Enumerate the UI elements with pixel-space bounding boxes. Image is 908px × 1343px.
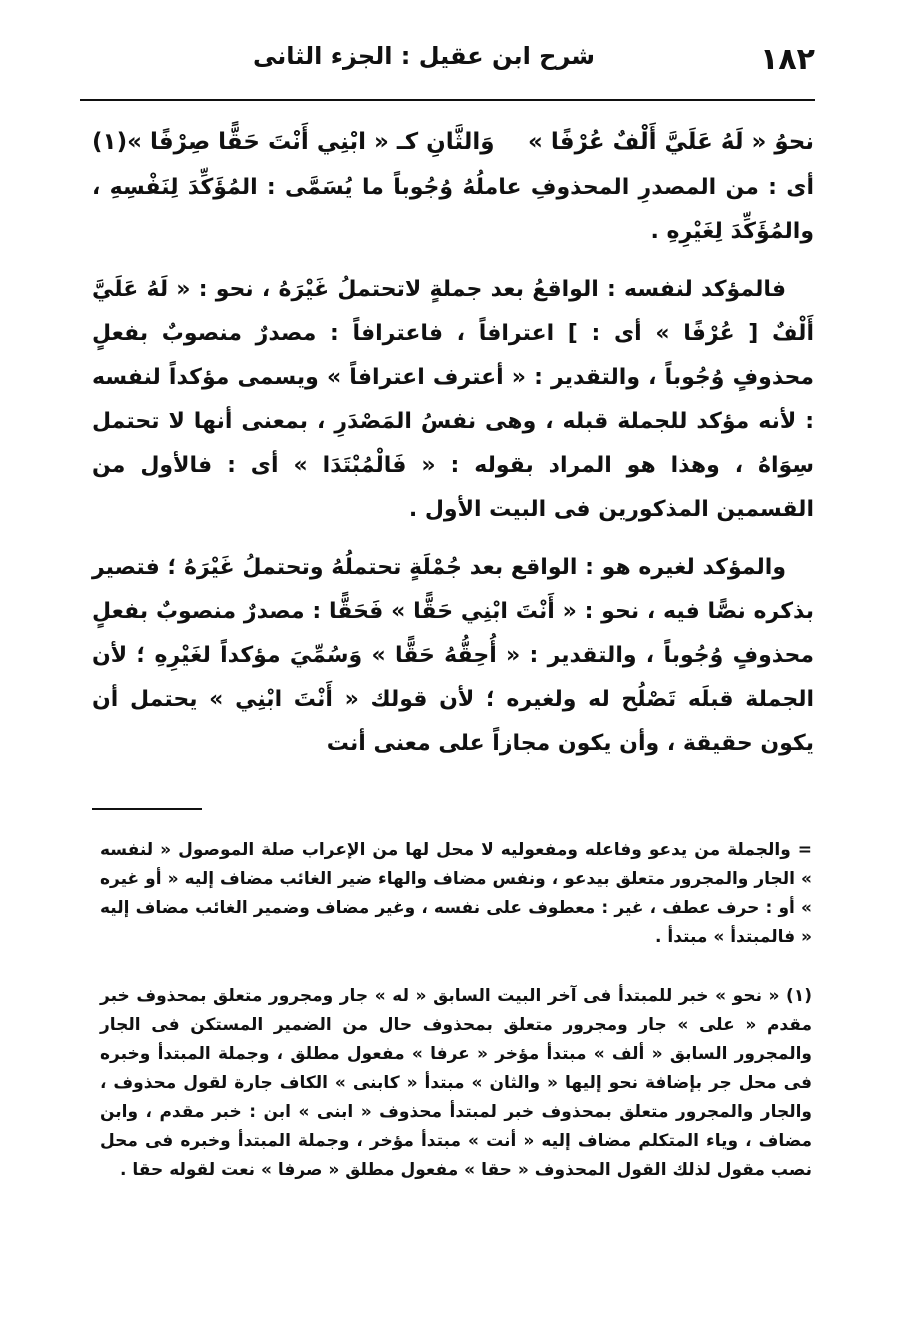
verse-hemistich-first: نحوُ « لَهُ عَلَيَّ أَلْفٌ عُرْفًا » — [528, 129, 814, 155]
verse-line — [92, 118, 814, 166]
commentary-paragraph: والمؤكد لغيره هو : الواقع بعد جُمْلَةٍ تحتملُهُ وتحتملُ غَيْرَهُ ؛ فتصير بذكره نصًّا فيه ، نحو : « أَنْتَ ابْنِي حَقًّا » فَحَقًّا : مصدرٌ منصوبٌ بفعلٍ محذوفٍ وُجُوباً ، والتقدير : « أُحِقُّهُ حَقًّا » وَسُمِّيَ مؤكداً لغَيْرِهِ ؛ لأن الجملة قبلَه تَصْلُح له ولغيره ؛ لأن قولك « أَنْتَ ابْنِي » يحتمل أن يكون حقيقة ، وأن يكون مجازاً على معنى أنت — [92, 555, 814, 756]
page-header — [80, 38, 815, 90]
commentary-paragraph: فالمؤكد لنفسه : الواقعُ بعد جملةٍ لاتحتملُ غَيْرَهُ ، نحو : « لَهُ عَلَيَّ أَلْفٌ [ عُرْفًا » أى : ] اعترافاً ، فاعترافاً : مصدرٌ منصوبٌ بفعلٍ محذوفٍ وُجُوباً ، والتقدير : « أعترف اعترافاً » ويسمى مؤكداً لنفسه : لأنه مؤكد للجملة قبله ، وهى نفسُ المَصْدَرِ ، بمعنى أنها لا تحتمل سِوَاهُ ، وهذا هو المراد بقوله : « فَالْمُبْتَدَا » أى : فالأول من القسمين المذكورين فى البيت الأول . — [92, 277, 814, 522]
footnote-1: (١) « نحو » خبر للمبتدأ فى آخر البيت السابق « له » جار ومجرور متعلق بمحذوف خبر مقدم « على » جار ومجرور متعلق بمحذوف حال من الضمير المستكن فى الجار والمجرور السابق « ألف » مبتدأ مؤخر « عرفا » مفعول مطلق ، وجملة المبتدأ وخبره فى محل جر بإضافة نحو إليها « والثان » مبتدأ « كابنى » الكاف جارة لقول محذوف ، والجار والمجرور متعلق بمحذوف خبر لمبتدأ محذوف « ابنى » ابن : خبر مقدم ، وابن مضاف ، وياء المتكلم مضاف إليه « أنت » مبتدأ مؤخر ، وجملة المبتدأ وخبره فى محل نصب مقول لذلك القول المحذوف « حقا » مفعول مطلق « صرفا » نعت لقوله حقا . — [100, 986, 812, 1180]
footnote-separator — [92, 808, 202, 810]
commentary-paragraph: أى : من المصدرِ المحذوفِ عاملُهُ وُجُوباً ما يُسَمَّى : المُؤَكِّدَ لِنَفْسِهِ ، والمُؤَكِّدَ لِغَيْرِهِ . — [92, 175, 814, 244]
verse-hemistich-second: وَالثَّانِ كـ « ابْنِي أَنْتَ حَقًّا صِرْفًا »(١) — [92, 129, 495, 155]
page-number: ١٨٢ — [760, 42, 815, 77]
running-title: شرح ابن عقيل : الجزء الثانى — [253, 42, 595, 70]
footnote-continuation: = والجملة من يدعو وفاعله ومفعوليه لا محل لها من الإعراب صلة الموصول « لنفسه » الجار والمجرور متعلق بيدعو ، ونفس مضاف والهاء ضير الغائب مضاف إليه « أو غيره » أو : حرف عطف ، غير : معطوف على نفسه ، وغير مضاف وضمير الغائب مضاف إليه « فالمبتدأ » مبتدأ . — [100, 840, 812, 947]
main-text — [92, 118, 814, 766]
footnotes — [100, 836, 812, 1185]
header-rule — [80, 99, 815, 101]
